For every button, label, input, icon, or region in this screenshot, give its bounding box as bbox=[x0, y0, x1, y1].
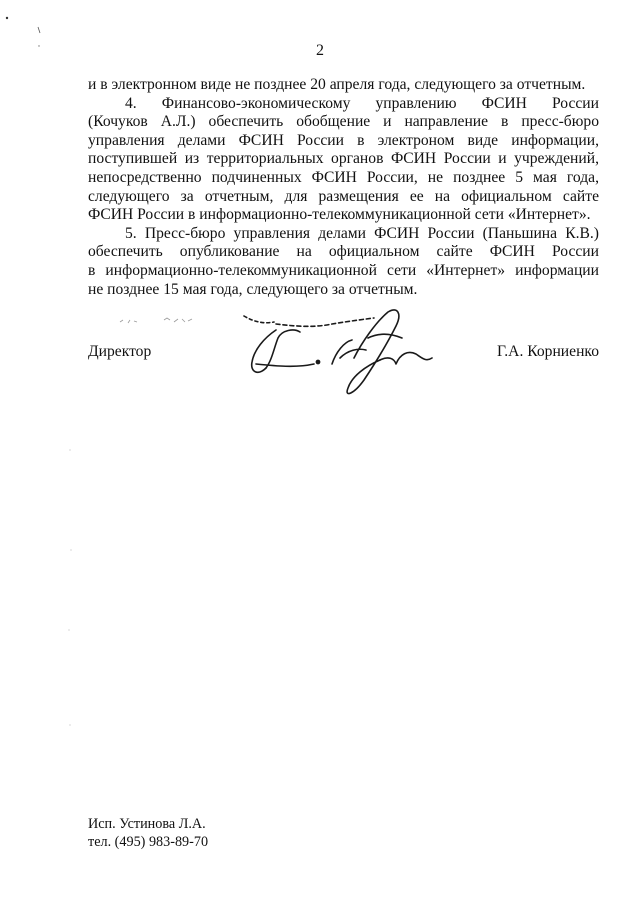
paragraph-5-line-1: 5. Пресс-бюро управления делами ФСИН России (Паньшина К.В.) bbox=[125, 224, 599, 242]
paragraph-4-line-5: непосредственно подчиненных ФСИН России, не позднее 5 мая года, bbox=[88, 168, 599, 186]
executor-info bbox=[88, 815, 208, 851]
paragraph-5-line-2: обеспечить опубликование на официальном сайте ФСИН России bbox=[88, 243, 599, 261]
paragraph-5-line-4: не позднее 15 мая года, следующего за отчетным. bbox=[88, 280, 418, 298]
page-number: 2 bbox=[316, 42, 324, 59]
signature-block bbox=[88, 343, 599, 367]
executor-phone: тел. (495) 983-89-70 bbox=[88, 834, 209, 850]
signatory-name: Г.А. Корниенко bbox=[497, 343, 599, 360]
paragraph-4-line-4: поступившей из территориальных органов ФСИН России и учреждений, bbox=[88, 150, 599, 168]
paragraph-4-line-3: управления делами ФСИН России в электроном виде информации, bbox=[88, 131, 599, 149]
paragraph-4-line-7: ФСИН России в информационно-телекоммуникационной сети «Интернет». bbox=[88, 206, 591, 224]
signatory-title: Директор bbox=[88, 343, 152, 360]
body-line-1: и в электронном виде не позднее 20 апреля года, следующего за отчетным. bbox=[88, 76, 586, 93]
faded-stamp-marks bbox=[118, 314, 198, 328]
paragraph-4-line-2: (Кочуков А.Л.) обеспечить обобщение и направление в пресс-бюро bbox=[88, 113, 599, 131]
executor-name: Исп. Устинова Л.А. bbox=[88, 816, 206, 832]
paragraph-4-line-1: 4. Финансово-экономическому управлению ФСИН России bbox=[125, 94, 599, 112]
document-body bbox=[88, 76, 599, 299]
paragraph-5-line-3: в информационно-телекоммуникационной сети «Интернет» информации bbox=[88, 261, 599, 279]
scan-margin-marks bbox=[60, 440, 80, 740]
paragraph-4-line-6: следующего за отчетным, для размещения ее на официальном сайте bbox=[88, 187, 599, 205]
